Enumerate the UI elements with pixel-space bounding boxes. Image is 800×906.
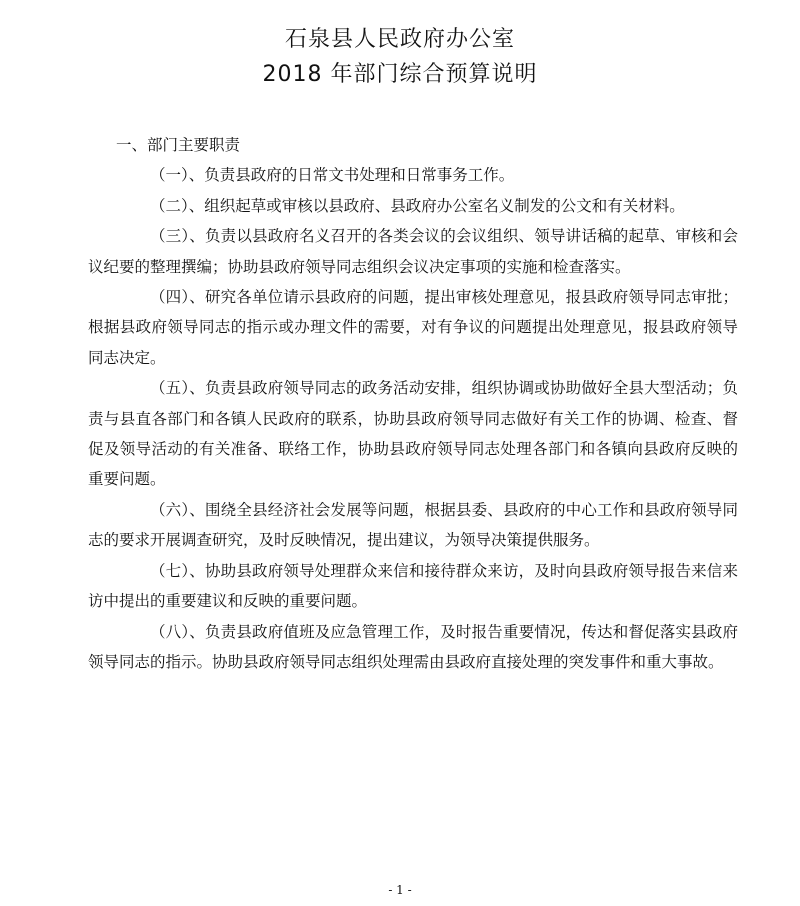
document-body <box>88 130 738 677</box>
paragraph-8: （八）、负责县政府值班及应急管理工作，及时报告重要情况，传达和督促落实县政府领导同志的指示。协助县政府领导同志组织处理需由县政府直接处理的突发事件和重大事故。 <box>88 622 738 671</box>
section-heading: 一、部门主要职责 <box>116 136 241 154</box>
paragraph-3: （三）、负责以县政府名义召开的各类会议的会议组织、领导讲话稿的起草、审核和会议纪要的整理撰编；协助县政府领导同志组织会议决定事项的实施和检查落实。 <box>88 227 738 276</box>
document-title: 石泉县人民政府办公室 <box>284 27 515 52</box>
paragraph-2: （二）、组织起草或审核以县政府、县政府办公室名义制发的公文和有关材料。 <box>150 196 685 215</box>
paragraph-7: （七）、协助县政府领导处理群众来信和接待群众来访，及时向县政府领导报告来信来访中提出的重要建议和反映的重要问题。 <box>88 561 738 611</box>
paragraph-5: （五）、负责县政府领导同志的政务活动安排，组织协调或协助做好全县大型活动；负责与县直各部门和各镇人民政府的联系，协助县政府领导同志做好有关工作的协调、检查、督促及领导活动的有关准备、联络工作，协助县政府领导同志处理各部门和各镇向县政府反映的重要问题。 <box>88 379 738 489</box>
paragraph-1: （一）、负责县政府的日常文书处理和日常事务工作。 <box>150 166 515 185</box>
paragraph-6: （六）、围绕全县经济社会发展等问题，根据县委、县政府的中心工作和县政府领导同志的要求开展调查研究，及时反映情况，提出建议，为领导决策提供服务。 <box>88 500 738 550</box>
paragraph-4: （四）、研究各单位请示县政府的问题，提出审核处理意见，报县政府领导同志审批；根据县政府领导同志的指示或办理文件的需要，对有争议的问题提出处理意见，报县政府领导同志决定。 <box>88 288 738 367</box>
page-number: - 1 - <box>388 883 412 897</box>
document-subtitle: 2018 年部门综合预算说明 <box>262 62 538 87</box>
